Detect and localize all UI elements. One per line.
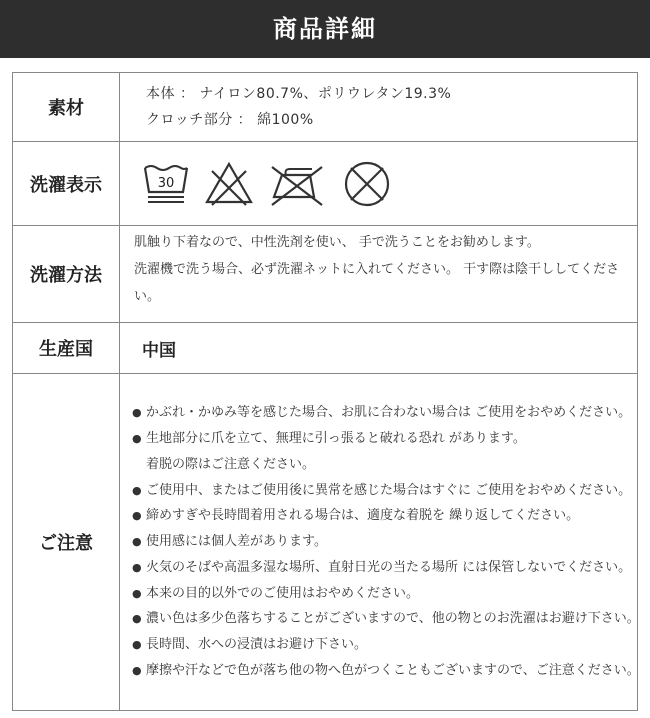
bullet-icon: ● xyxy=(132,509,142,523)
country-row xyxy=(13,323,638,374)
product-detail-table xyxy=(12,72,638,711)
wash-method-line: 肌触り下着なので、中性洗剤を使い、 手で洗うことをお勧めします。 xyxy=(134,234,540,250)
notes-value xyxy=(120,374,638,711)
bullet-icon: ● xyxy=(132,483,142,497)
note-item-continuation: 着脱の際はご注意ください。 xyxy=(146,456,316,472)
no-bleach-icon xyxy=(204,161,254,207)
care-symbols-row xyxy=(13,142,638,226)
note-item: ● 本来の目的以外でのご使用はおやめください。 xyxy=(132,581,637,607)
notes-row xyxy=(13,374,638,711)
country-label: 生産国 xyxy=(13,323,120,374)
care-symbols-label: 洗濯表示 xyxy=(13,142,120,226)
bullet-icon: ● xyxy=(132,586,142,600)
note-item: ● 締めすぎや長時間着用される場合は、適度な着脱を 繰り返してください。 xyxy=(132,503,637,529)
note-item: ● かぶれ・かゆみ等を感じた場合、お肌に合わない場合は ご使用をおやめください。 xyxy=(132,400,637,426)
note-item: ● 使用感には個人差があります。 xyxy=(132,529,637,555)
bullet-icon: ● xyxy=(132,535,142,549)
note-item: ● 長時間、水への浸漬はお避け下さい。 xyxy=(132,632,637,658)
country-value xyxy=(120,323,638,374)
wash-method-line: 洗濯機で洗う場合、必ず洗濯ネットに入れてください。 干す際は陰干ししてください。 xyxy=(134,261,620,304)
svg-text:30: 30 xyxy=(157,175,175,191)
note-item: ● ご使用中、またはご使用後に異常を感じた場合はすぐに ご使用をおやめください。 xyxy=(132,478,637,504)
page-title: 商品詳細 xyxy=(0,0,650,58)
wash-method-value xyxy=(120,226,638,323)
care-symbols-value xyxy=(120,142,638,226)
wash-method-label: 洗濯方法 xyxy=(13,226,120,323)
no-iron-icon xyxy=(268,161,326,207)
wash-30-gentle-icon xyxy=(142,163,190,205)
bullet-icon: ● xyxy=(132,560,142,574)
material-line: 本体 ： ナイロン80.7%、ポリウレタン19.3% xyxy=(146,86,452,102)
note-item: ● 濃い色は多少色落ちすることがございますので、他の物とのお洗濯はお避け下さい。 xyxy=(132,606,637,632)
material-line: クロッチ部分 ： 綿100% xyxy=(146,112,314,128)
note-item: ● 火気のそばや高温多湿な場所、直射日光の当たる場所 には保管しないでください。 xyxy=(132,555,637,581)
notes-label: ご注意 xyxy=(13,374,120,711)
bullet-icon: ● xyxy=(132,612,142,626)
material-row xyxy=(13,73,638,142)
wash-method-row xyxy=(13,226,638,323)
bullet-icon: ● xyxy=(132,664,142,678)
bullet-icon: ● xyxy=(132,406,142,420)
material-value xyxy=(120,73,638,142)
bullet-icon: ● xyxy=(132,638,142,652)
no-tumble-dry-icon xyxy=(340,160,394,208)
note-item: ● 摩擦や汗などで色が落ち他の物へ色がつくこともございますので、ご注意ください。 xyxy=(132,658,637,684)
bullet-icon: ● xyxy=(132,431,142,445)
note-item: ● 生地部分に爪を立て、無理に引っ張ると破れる恐れ があります。 xyxy=(132,426,637,452)
country-name: 中国 xyxy=(142,340,176,361)
material-label: 素材 xyxy=(13,73,120,142)
